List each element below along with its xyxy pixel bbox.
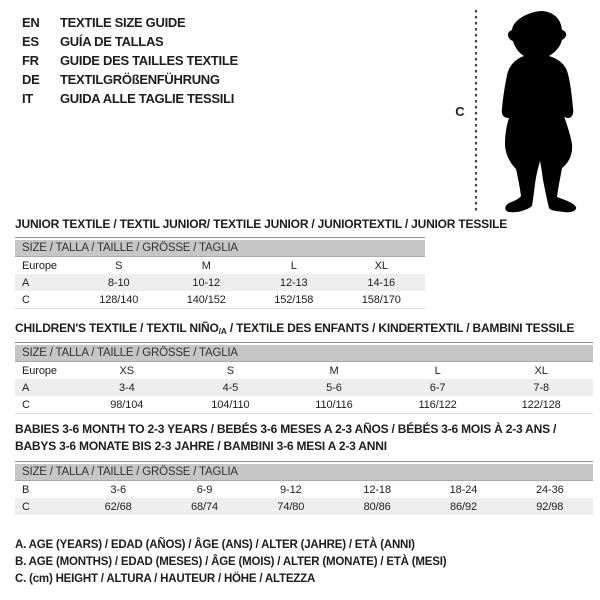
- table-row-a: [15, 379, 593, 396]
- size-cell: 12-13: [279, 276, 308, 289]
- size-cell: 3-4: [118, 381, 135, 394]
- language-code: EN: [22, 15, 40, 30]
- measure-legend: [15, 537, 595, 588]
- row-label: Europe: [22, 364, 57, 377]
- size-cell: 6-7: [429, 381, 446, 394]
- size-cell: 10-12: [192, 276, 221, 289]
- language-code: FR: [22, 53, 39, 68]
- size-cell: 116/122: [418, 398, 457, 411]
- size-header-bar: SIZE / TALLA / TAILLE / GRÖSSE / TAGLIA: [15, 345, 593, 362]
- size-cell: 92/98: [536, 500, 564, 513]
- language-code: IT: [22, 91, 33, 106]
- size-cell: L: [434, 364, 441, 377]
- childrens-table-title: [15, 320, 595, 340]
- table-row-b: [15, 481, 593, 498]
- size-cell: M: [329, 364, 339, 377]
- babies-table: [15, 461, 593, 515]
- language-label: TEXTILGRÖßENFÜHRUNG: [60, 72, 220, 87]
- language-label: GUÍA DE TALLAS: [60, 34, 164, 49]
- language-title-list: [22, 13, 238, 108]
- table-top-rule: [15, 461, 593, 462]
- row-label: A: [22, 381, 30, 394]
- size-cell: 6-9: [196, 483, 213, 496]
- size-cell: 110/116: [315, 398, 353, 411]
- size-cell: 98/104: [110, 398, 144, 411]
- junior-table-title: JUNIOR TEXTILE / TEXTIL JUNIOR/ TEXTILE JUNIOR / JUNIORTEXTIL / JUNIOR TESSILE: [15, 217, 508, 231]
- size-cell: M: [201, 259, 211, 272]
- table-top-rule: [15, 237, 425, 238]
- size-cell: 62/68: [104, 500, 132, 513]
- title-text: CHILDREN'S TEXTILE / TEXTIL NIÑO: [15, 321, 219, 335]
- title-line-2: BABYS 3-6 MONATE BIS 2-3 JAHRE / BAMBINI 3-6 MESI A 2-3 ANNI: [15, 438, 387, 453]
- size-cell: 12-18: [363, 483, 391, 496]
- size-cell: 3-6: [110, 483, 126, 496]
- table-row-c: [15, 396, 593, 413]
- size-cell: XL: [374, 259, 388, 272]
- table-top-rule: [15, 342, 593, 343]
- language-row-de: [22, 70, 238, 89]
- size-cell: 158/170: [361, 293, 401, 306]
- table-row-europe: [15, 362, 593, 379]
- table-row-a: [15, 274, 425, 291]
- table-row-c: [15, 498, 593, 515]
- language-row-it: [22, 89, 238, 108]
- legend-line-a: A. AGE (YEARS) / EDAD (AÑOS) / ÂGE (ANS) / ALTER (JAHRE) / ETÀ (ANNI): [15, 539, 415, 551]
- language-code: DE: [22, 72, 40, 87]
- childrens-table: [15, 342, 593, 414]
- size-cell: 86/92: [449, 500, 477, 513]
- size-cell: 24-36: [535, 483, 564, 496]
- baby-silhouette-icon: [502, 11, 576, 212]
- size-cell: L: [290, 259, 297, 272]
- language-code: ES: [22, 34, 39, 49]
- language-row-es: [22, 32, 238, 51]
- title-text: / TEXTILE DES ENFANTS / KINDERTEXTIL / BAMBINI TESSILE: [226, 321, 575, 335]
- row-label: B: [22, 483, 30, 496]
- language-row-en: [22, 13, 238, 32]
- row-label: A: [22, 276, 30, 289]
- baby-silhouette-illustration: [450, 4, 600, 226]
- row-label: C: [22, 500, 30, 513]
- size-cell: 80/86: [363, 500, 391, 513]
- size-cell: 104/110: [211, 398, 250, 411]
- legend-line-b: B. AGE (MONTHS) / EDAD (MESES) / ÂGE (MOIS) / ALTER (MONATE) / ETÀ (MESI): [15, 556, 447, 568]
- title-line-1: BABIES 3-6 MONTH TO 2-3 YEARS / BEBÉS 3-6 MESES A 2-3 AÑOS / BÉBÉS 3-6 MOIS À 2-3 ANS /: [15, 422, 557, 436]
- size-cell: 4-5: [222, 381, 239, 394]
- row-label: C: [22, 398, 30, 411]
- size-cell: S: [115, 259, 123, 272]
- size-cell: 152/158: [274, 293, 314, 306]
- babies-table-title: [15, 421, 595, 454]
- size-cell: 14-16: [367, 276, 396, 289]
- legend-line-c: C. (cm) HEIGHT / ALTURA / HAUTEUR / HÖHE / ALTEZZA: [15, 573, 316, 585]
- size-cell: 8-10: [107, 276, 130, 289]
- title-subscript: /A: [218, 326, 227, 336]
- language-label: GUIDE DES TAILLES TEXTILE: [60, 53, 238, 68]
- height-measure-label: C: [455, 104, 465, 119]
- size-cell: S: [226, 364, 235, 377]
- table-bottom-rule: [15, 308, 425, 309]
- language-label: TEXTILE SIZE GUIDE: [60, 15, 186, 30]
- row-label: C: [22, 293, 30, 306]
- size-cell: 74/80: [277, 500, 305, 513]
- size-cell: 18-24: [449, 483, 478, 496]
- size-cell: XS: [119, 364, 135, 377]
- language-row-fr: [22, 51, 238, 70]
- size-cell: 128/140: [99, 293, 139, 306]
- junior-table: [15, 237, 425, 309]
- size-cell: XL: [534, 364, 548, 377]
- size-cell: 7-8: [533, 381, 549, 394]
- size-header-bar: SIZE / TALLA / TAILLE / GRÖSSE / TAGLIA: [15, 464, 593, 481]
- size-cell: 68/74: [190, 500, 218, 513]
- language-label: GUIDA ALLE TAGLIE TESSILI: [60, 91, 235, 106]
- size-header-bar: SIZE / TALLA / TAILLE / GRÖSSE / TAGLIA: [15, 240, 425, 257]
- row-label: Europe: [22, 259, 57, 272]
- size-cell: 5-6: [326, 381, 342, 394]
- size-cell: 140/152: [186, 293, 226, 306]
- table-row-c: [15, 291, 425, 308]
- table-bottom-rule: [15, 413, 593, 414]
- table-row-europe: [15, 257, 425, 274]
- size-cell: 9-12: [280, 483, 302, 496]
- size-cell: 122/128: [521, 398, 561, 411]
